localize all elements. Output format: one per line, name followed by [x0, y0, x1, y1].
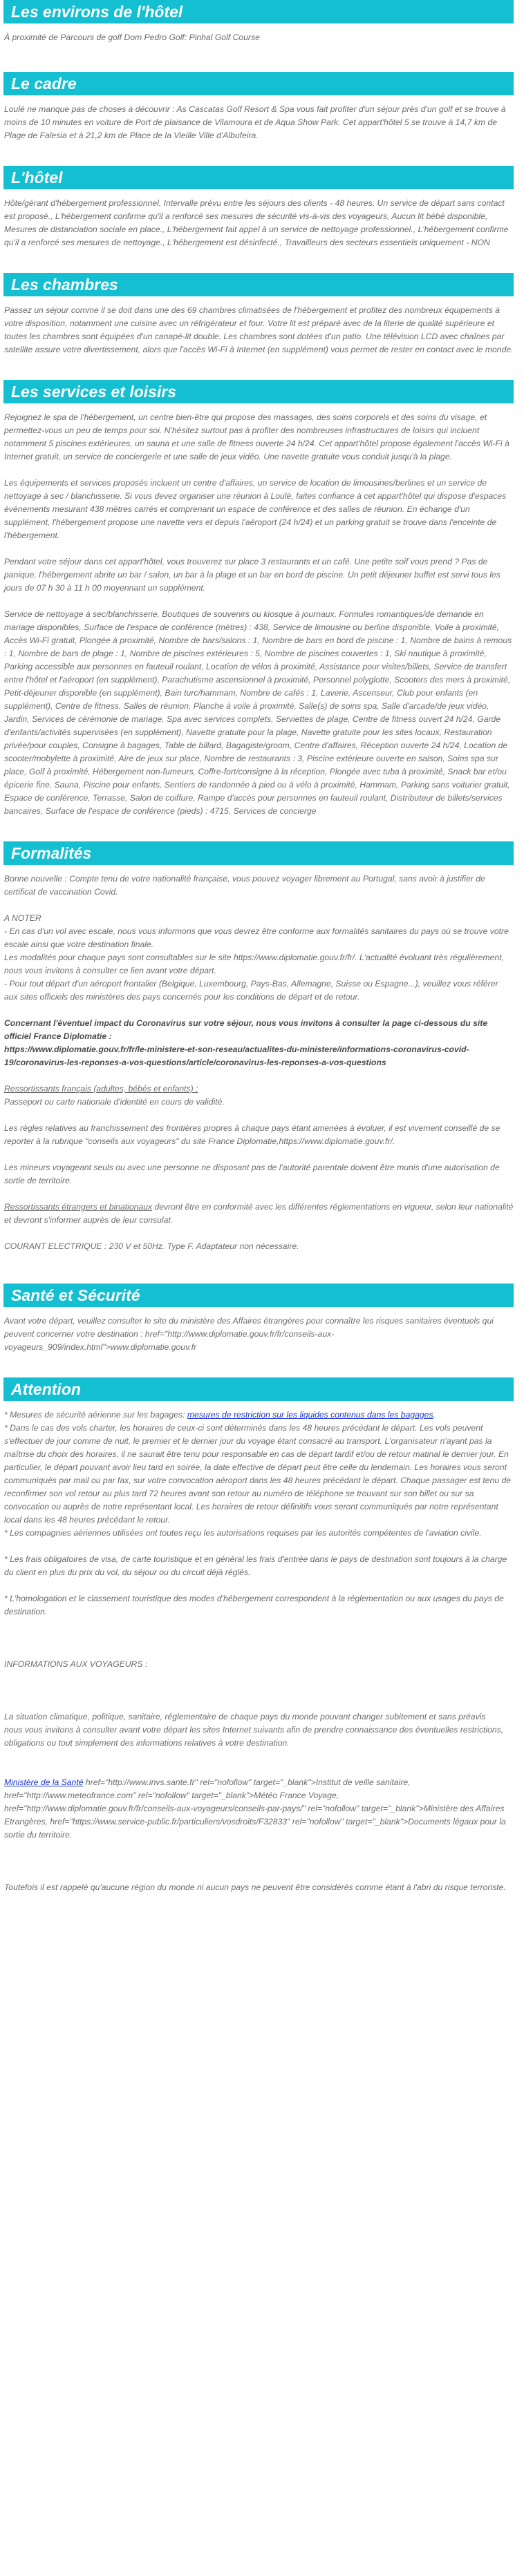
attention-compagnies: * Les compagnies aériennes utilisées ont toutes reçu les autorisations requises par les autorités compétentes de l'aviation civile. — [4, 1528, 482, 1538]
formalites-coronavirus: Concernant l'éventuel impact du Coronavirus sur votre séjour, nous vous invitons à consulter la page ci-dessous du site officiel France Diplomatie : — [4, 1018, 488, 1041]
formalites-etrangers — [4, 1201, 514, 1227]
section-title-formalites: Formalités — [3, 841, 514, 865]
hotel-text: Hôte/gérant d'hébergement professionnel, Intervalle prévu entre les séjours des clients - 48 heures, Un service de départ sans contact est proposé., L'hébergement confirme qu'il a renforcé ses mesures de sécurité vis-à-vis des voyageurs, Aucun lit bébé disponible, Mesures de distanciation sociale en place., L'hébergement fait appel à un service de nettoyage professionnel., L'hébergement confirme qu'il a renforcé ses mesures de nettoyage., L'hébergement est désinfecté., Travailleurs des secteurs essentiels uniquement - NON — [4, 198, 509, 247]
section-formalites — [3, 841, 514, 1257]
services-paragraph-2: Les équipements et services proposés incluent un centre d'affaires, un service de location de limousines/berlines et un service de nettoyage à sec / blanchisserie. Si vous devez organiser une réunion à Loulé, faites confiance à cet appart'hôtel qui dispose d'espaces événements mesurant 438 mètres carrés et comprenant un espace de conférence et des salles de réunion. En échange d'un supplément, l'hébergement propose une navette vers et depuis l'aéroport (24 h/24) et un parking gratuit se trouve dans l'enceinte de l'hébergement. — [4, 478, 507, 540]
section-attention — [3, 1377, 514, 1898]
formalites-a-noter: A NOTER — [4, 913, 41, 923]
formalites-ressortissants-heading: Ressortissants français (adultes, bébés et enfants) : — [4, 1084, 198, 1094]
formalites-regles: Les règles relatives au franchissement des frontières propres à chaque pays étant amenées à évoluer, il est vivement conseillé de se reporter à la rubrique "conseils aux voyageurs" du site France Diplomatie,https://www.diplomatie.gouv.fr/. — [4, 1123, 500, 1146]
section-title-securite: Santé et Sécurité — [3, 1284, 514, 1307]
section-services — [3, 380, 514, 822]
formalites-courant: COURANT ELECTRIQUE : 230 V et 50Hz. Type F. Adaptateur non nécessaire. — [4, 1241, 299, 1251]
formalites-covid-note: Bonne nouvelle : Compte tenu de votre nationalité française, vous pouvez voyager librement au Portugal, sans avoir à justifier de certificat de vaccination Covid. — [4, 874, 485, 897]
attention-bagages — [4, 1409, 514, 1422]
section-hotel — [3, 166, 514, 254]
formalites-coronavirus-url[interactable]: https://www.diplomatie.gouv.fr/fr/le-ministere-et-son-reseau/actualites-du-ministere/informations-coronavirus-covid-19/coronavirus-les-reponses-a-vos-questions/article/coronavirus-les-reponses-a-vos-questions — [4, 1044, 469, 1067]
formalites-etrangers-text: devront être en conformité avec les différentes réglementations en vigueur, selon leur nationalité et devront s'informer auprès de leur consulat. — [4, 1202, 514, 1225]
chambres-text: Passez un séjour comme il se doit dans une des 69 chambres climatisées de l'hébergement et profitez des nombreux équipements à votre disposition, notamment une cuisine avec un réfrigérateur et four. Votre lit est préparé avec de la literie de qualité supérieure et toutes les chambres sont équipées d'un canapé-lit double. Les chambres sont dotées d'un patio. Une télévision LCD avec chaînes par satellite assure votre divertissement, alors que l'accès Wi-Fi à Internet (en supplément) vous permet de rester en contact avec le monde. — [4, 305, 514, 354]
attention-info-voyageurs: INFORMATIONS AUX VOYAGEURS : — [4, 1659, 148, 1669]
section-title-attention: Attention — [3, 1377, 514, 1401]
section-title-services: Les services et loisirs — [3, 380, 514, 403]
formalites-escale: - En cas d'un vol avec escale, nous vous informons que vous devrez être conforme aux formalités sanitaires du pays où se trouve votre escale ainsi que votre destination finale. — [4, 926, 509, 949]
cadre-text: Loulé ne manque pas de choses à découvrir : As Cascatas Golf Resort & Spa vous fait profiter d'un séjour près d'un golf et se trouve à moins de 10 minutes en voiture de Port de plaisance de Vilamoura et de Aqua Show Park. Cet appart'hôtel 5 se trouve à 14,7 km de Plage de Falesia et à 21,2 km de Place de la Vieille Ville d'Albufeira. — [4, 104, 506, 140]
formalites-mineurs: Les mineurs voyageant seuls ou avec une personne ne disposant pas de l'autorité parentale doivent être munis d'une autorisation de sortie de territoire. — [4, 1163, 500, 1185]
page-bottom-space — [3, 1914, 514, 1941]
attention-bagages-end: . — [433, 1410, 436, 1420]
section-chambres — [3, 273, 514, 361]
attention-terrorisme: Toutefois il est rappelé qu'aucune région du monde ni aucun pays ne peuvent être considérés comme étant à l'abri du risque terroriste. — [4, 1882, 506, 1892]
services-paragraph-3: Pendant votre séjour dans cet appart'hôtel, vous trouverez sur place 3 restaurants et un café. Une petite soif vous prend ? Pas de panique, l'hébergement abrite un bar / salon, un bar à la plage et un bar en bord de piscine. Un petit déjeuner buffet est servi tous les jours de 07 h 30 à 11 h 00 moyennant un supplément. — [4, 557, 500, 593]
section-title-cadre: Le cadre — [3, 72, 514, 95]
formalites-frontalier: - Pour tout départ d'un aéroport frontalier (Belgique, Luxembourg, Pays-Bas, Allemagne, Suisse ou Espagne...), veuillez vous référer aux sites officiels des ministères des pays concernés pour les conditions de départ et de retour. — [4, 979, 498, 1002]
formalites-passeport: Passeport ou carte nationale d'identité en cours de validité. — [4, 1097, 225, 1107]
attention-situation: La situation climatique, politique, sanitaire, réglementaire de chaque pays du monde pouvant changer subitement et sans préavis — [4, 1712, 486, 1721]
services-paragraph-1: Rejoignez le spa de l'hébergement, un centre bien-être qui propose des massages, des soins corporels et des soins du visage, et permettez-vous un peu de temps pour soi. N'hésitez surtout pas à profiter des nombreuses infrastructures de loisirs qui incluent notamment 5 piscines extérieures, un sauna et une salle de fitness ouverte 24 h/24. Cet appart'hôtel propose également l'accès Wi-Fi à Internet gratuit, un service de conciergerie et une salle de jeux vidéo. Une navette gratuite vous conduit jusqu'à la plage. — [4, 412, 509, 461]
bagages-restriction-link[interactable]: mesures de restriction sur les liquides contenus dans les bagages — [187, 1410, 433, 1420]
section-title-chambres: Les chambres — [3, 273, 514, 296]
environs-text: À proximité de Parcours de golf Dom Pedro Golf: Pinhal Golf Course — [4, 32, 260, 42]
attention-bagages-label: * Mesures de sécurité aérienne sur les bagages: — [4, 1410, 187, 1420]
securite-text: Avant votre départ, veuillez consulter le site du ministère des Affaires étrangères pour connaître les risques sanitaires éventuels qui peuvent concerner votre destination : href="http://www.diplomatie.gouv.fr/fr/conseils-aux-voyageurs_909/index.html">www.diplomatie.gouv.fr — [4, 1316, 494, 1352]
services-paragraph-4: Service de nettoyage à sec/blanchisserie, Boutiques de souvenirs ou kiosque à journaux, Formules romantiques/de demande en mariage disponibles, Surface de l'espace de conférence (mètres) : 438, Service de limousine ou berline disponible, Voile à proximité, Accès Wi-Fi gratuit, Plongée à proximité, Nombre de bars/salons : 1, Nombre de bars en bord de piscine : 1, Nombre de bains à remous : 1, Nombre de bars de plage : 1, Nombre de piscines extérieures : 5, Nombre de piscines couvertes : 1, Ski nautique à proximité, Parking accessible aux personnes en fauteuil roulant, Location de vélos à proximité, Assistance pour visites/billets, Service de transfert entre l'hôtel et l'aéroport (en supplément), Parachutisme ascensionnel à proximité, Personnel polyglotte, Scooters des mers à proximité, Petit-déjeuner disponible (en supplément), Bain turc/hammam, Nombre de cafés : 1, Laverie, Ascenseur, Club pour enfants (en supplément), Centre de fitness, Salles de réunion, Planche à voile à proximité, Salle(s) de soins spa, Salle d'arcade/de jeux vidéo, Jardin, Services de cérémonie de mariage, Spa avec services complets, Serviettes de plage, Centre de fitness ouvert 24 h/24, Garde d'enfants/activités supervisées (en supplément), Navette gratuite pour la plage, Navette gratuite pour les sites locaux, Restauration privée/pour couples, Consigne à bagages, Table de billard, Bagagiste/groom, Centre d'affaires, Réception ouverte 24 h/24, Location de scooter/mobylette à proximité, Aire de jeux sur place, Nombre de restaurants : 3, Piscine extérieure ouverte en saison, Soins spa sur place, Golf à proximité, Hébergement non-fumeurs, Coffre-fort/consigne à la réception, Plongée avec tuba à proximité, Snack bar et/ou épicerie fine, Sauna, Piscine pour enfants, Sentiers de randonnée à pied ou à vélo à proximité, Hammam, Parking sans voiturier gratuit, Espace de conférence, Terrasse, Salon de coiffure, Rampe d'accès pour personnes en fauteuil roulant, Distributeur de billets/services bancaires, Surface de l'espace de conférence (pieds) : 4715, Services de concierge — [4, 609, 512, 816]
section-title-environs: Les environs de l'hôtel — [3, 0, 514, 23]
section-securite — [3, 1284, 514, 1358]
attention-sites — [4, 1776, 514, 1842]
section-environs — [3, 0, 514, 48]
ministere-sante-link[interactable]: Ministère de la Santé — [4, 1777, 84, 1787]
attention-vols-charter: * Dans le cas des vols charter, les horaires de ceux-ci sont déterminés dans les 48 heures précédant le départ. Les vols peuvent s'effectuer de jour comme de nuit, le premier et le dernier jour du voyage étant consacré au transport. L'organisateur n'ayant pas la maîtrise du choix des horaires, il ne saurait être tenu pour responsable en cas de départ tardif et/ou de retour matinal le dernier jour. En particulier, le départ pouvant avoir lieu tard en soirée, la date effective de départ peut être celle du lendemain. Les horaires vous seront communiqués par mail ou par fax, sur votre convocation aéroport dans les 48 heures précédant le départ. Chaque passager est tenu de reconfirmer son vol retour au plus tard 72 heures avant son retour au numéro de téléphone se trouvant sur son billet ou sur sa convocation ou auprès de notre représentant local. Les horaires de retour définitifs vous seront communiqués par notre représentant local dans les 48 heures précédant le retour. — [4, 1423, 512, 1525]
formalites-etrangers-label: Ressortissants étrangers et binationaux — [4, 1202, 153, 1212]
attention-sites-text: href="http://www.invs.sante.fr" rel="nofollow" target="_blank">Institut de veille sanitaire, href="http://www.meteofrance.com" rel="nofollow" target="_blank">Météo France Voyage, href="http://www.diplomatie.gouv.fr/fr/conseils-aux-voyageurs/conseils-par-pays/" rel="nofollow" target="_blank">Ministère des Affaires Etrangères, href="https://www.service-public.fr/particuliers/vosdroits/F32833" rel="nofollow" target="_blank">Documents légaux pour la sortie du territoire. — [4, 1777, 506, 1840]
attention-frais-visa: * Les frais obligatoires de visa, de carte touristique et en général les frais d'entrée dans le pays de destination sont toujours à la charge du client en plus du prix du vol, du séjour ou du circuit déjà réglés. — [4, 1554, 507, 1577]
section-cadre — [3, 72, 514, 146]
attention-homologation: * L'homologation et le classement touristique des modes d'hébergement correspondent à la réglementation ou aux usages du pays de destination. — [4, 1594, 504, 1616]
formalites-modalites: Les modalités pour chaque pays sont consultables sur le site https://www.diplomatie.gouv.fr/fr/. L'actualité évoluant très régulièrement, nous vous invitons à consulter ce lien avant votre départ. — [4, 953, 504, 975]
attention-invitation: nous vous invitons à consulter avant votre départ les sites Internet suivants afin de prendre connaissance des éventuelles restrictions, obligations ou tout simplement des informations relatives à votre destination. — [4, 1725, 504, 1748]
section-title-hotel: L'hôtel — [3, 166, 514, 189]
